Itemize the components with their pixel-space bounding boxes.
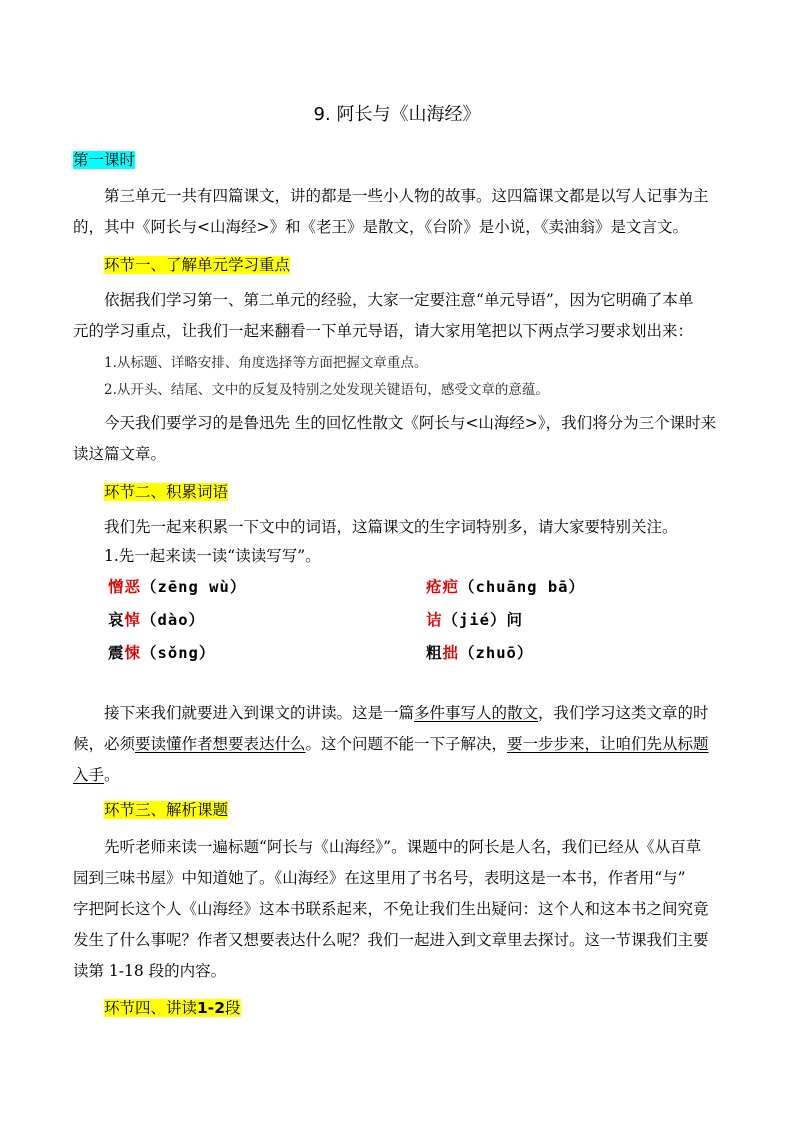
vocab-item: 疮疤（chuāng bā）: [426, 577, 586, 596]
section3-para-line-3: 字把阿长这个人《山海经》这本书联系起来，不免让我们生出疑问：这个人和这本书之间究竟: [73, 900, 709, 918]
transition-line-1: 接下来我们就要进入到课文的讲读。这是一篇多件事写人的散文，我们学习这类文章的时: [104, 704, 709, 722]
section4-heading: 环节四、讲读1-2段: [104, 999, 241, 1017]
section3-heading: 环节三、解析课题: [104, 801, 229, 819]
section1-para-line-2: 元的学习重点，让我们一起来翻看一下单元导语，请大家用笔把以下两点学习要求划出来：: [73, 322, 694, 340]
section1-para2-line-2: 读这篇文章。: [73, 445, 167, 463]
intro-line-1: 第三单元一共有四篇课文，讲的都是一些小人物的故事。这四篇课文都是以写人记事为主: [104, 187, 709, 205]
intro-line-2: 的，其中《阿长与<山海经>》和《老王》是散文，《台阶》是小说，《卖油翁》是文言文。: [73, 218, 688, 236]
underlined-phrase: 要一步步来，让咱们先从标题: [507, 735, 709, 753]
lesson-label: 第一课时: [73, 151, 136, 169]
underlined-phrase: 多件事写人的散文: [414, 704, 539, 722]
section2-para: 我们先一起来积累一下文中的词语，这篇课文的生字词特别多，请大家要特别关注。: [104, 518, 678, 536]
underlined-phrase: 入手: [73, 766, 105, 784]
vocab-item: 诘（jié）问: [426, 610, 524, 629]
section2-heading: 环节二、积累词语: [104, 483, 229, 501]
vocab-item: 哀悼（dào）: [108, 610, 206, 629]
document-title: 9. 阿长与《山海经》: [313, 104, 481, 125]
vocab-item: 憎恶（zēng wù）: [108, 577, 247, 596]
vocab-item: 震悚（sǒng）: [108, 643, 216, 662]
section3-para-line-4: 发生了什么事呢？作者又想要表达什么呢？我们一起进入到文章里去探讨。这一节课我们主要: [73, 931, 709, 949]
section1-heading: 环节一、了解单元学习重点: [104, 256, 291, 274]
section1-para-line-1: 依据我们学习第一、第二单元的经验，大家一定要注意“单元导语”，因为它明确了本单: [104, 291, 694, 309]
vocab-item: 粗拙（zhuō）: [426, 643, 534, 662]
study-point-1: 1.从标题、详略安排、角度选择等方面把握文章重点。: [104, 355, 428, 371]
section2-subheading: 1.先一起来读一读“读读写写”。: [104, 547, 321, 565]
section1-para2-line-1: 今天我们要学习的是鲁迅先 生的回忆性散文《阿长与<山海经>》，我们将分为三个课时来: [104, 414, 717, 432]
transition-line-3: 入手。: [73, 766, 120, 784]
transition-line-2: 候，必须要读懂作者想要表达什么。这个问题不能一下子解决，要一步步来，让咱们先从标题: [73, 735, 709, 753]
section3-para-line-2: 园到三味书屋》中知道她了。《山海经》在这里用了书名号，表明这是一本书，作者用“与”: [73, 869, 686, 887]
section3-para-line-1: 先听老师来读一遍标题“阿长与《山海经》”。课题中的阿长是人名，我们已经从《从百草: [104, 838, 702, 856]
underlined-phrase: 要读懂作者想要表达什么: [135, 735, 306, 753]
section3-para-line-5: 读第 1-18 段的内容。: [73, 962, 227, 980]
study-point-2: 2.从开头、结尾、文中的反复及特别之处发现关键语句，感受文章的意蕴。: [104, 382, 549, 398]
